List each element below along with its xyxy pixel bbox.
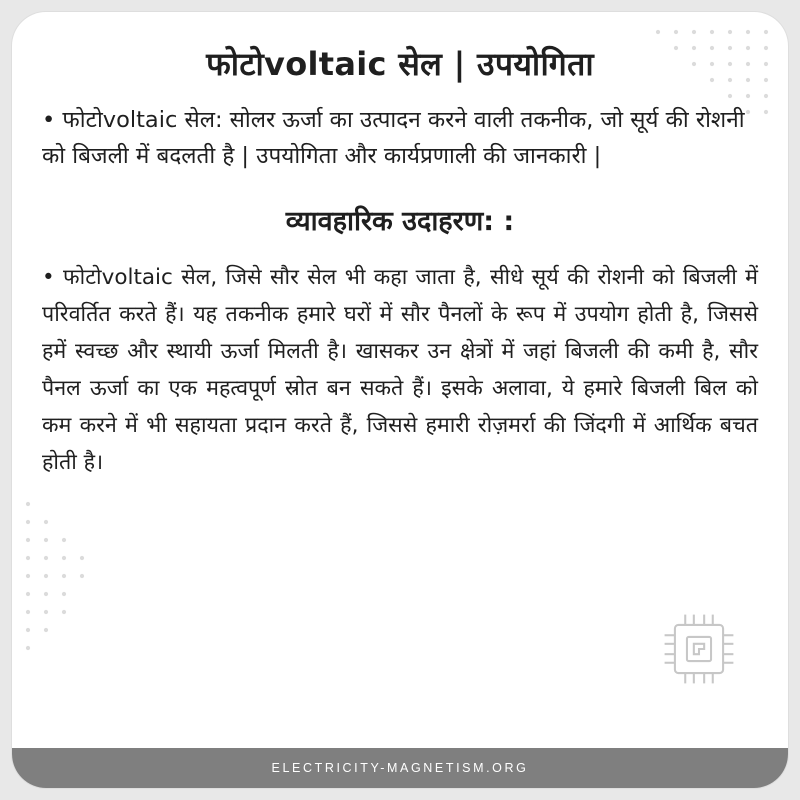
footer-bar xyxy=(12,748,788,788)
footer-website-label: ELECTRICITY-MAGNETISM.ORG xyxy=(271,761,529,775)
body-bullet: • फोटोvoltaic सेल, जिसे सौर सेल भी कहा जाता है, सीधे सूर्य की रोशनी को बिजली में परिवर्तित करते हैं। यह तकनीक हमारे घरों में सौर पैनलों के रूप में उपयोग होती है, जिससे हमें स्वच्छ और स्थायी ऊर्जा मिलती है। खासकर उन क्षेत्रों में जहां बिजली की कमी है, सौर पैनल ऊर्जा का एक महत्वपूर्ण स्रोत बन सकते हैं। इसके अलावा, ये हमारे बिजली बिल को कम करने में भी सहायता प्रदान करते हैं, जिससे हमारी रोज़मर्रा की जिंदगी में आर्थिक बचत होती है। xyxy=(42,264,758,475)
page-title: फोटोvoltaic सेल | उपयोगिता xyxy=(206,45,594,83)
microchip-icon xyxy=(656,606,742,692)
intro-bullet: • फोटोvoltaic सेल: सोलर ऊर्जा का उत्पादन करने वाली तकनीक, जो सूर्य की रोशनी को बिजली में बदलती है | उपयोगिता और कार्यप्रणाली की जानकारी | xyxy=(42,107,745,170)
section-heading: व्यावहारिक उदाहरण: : xyxy=(285,205,515,237)
document-card xyxy=(12,12,788,788)
